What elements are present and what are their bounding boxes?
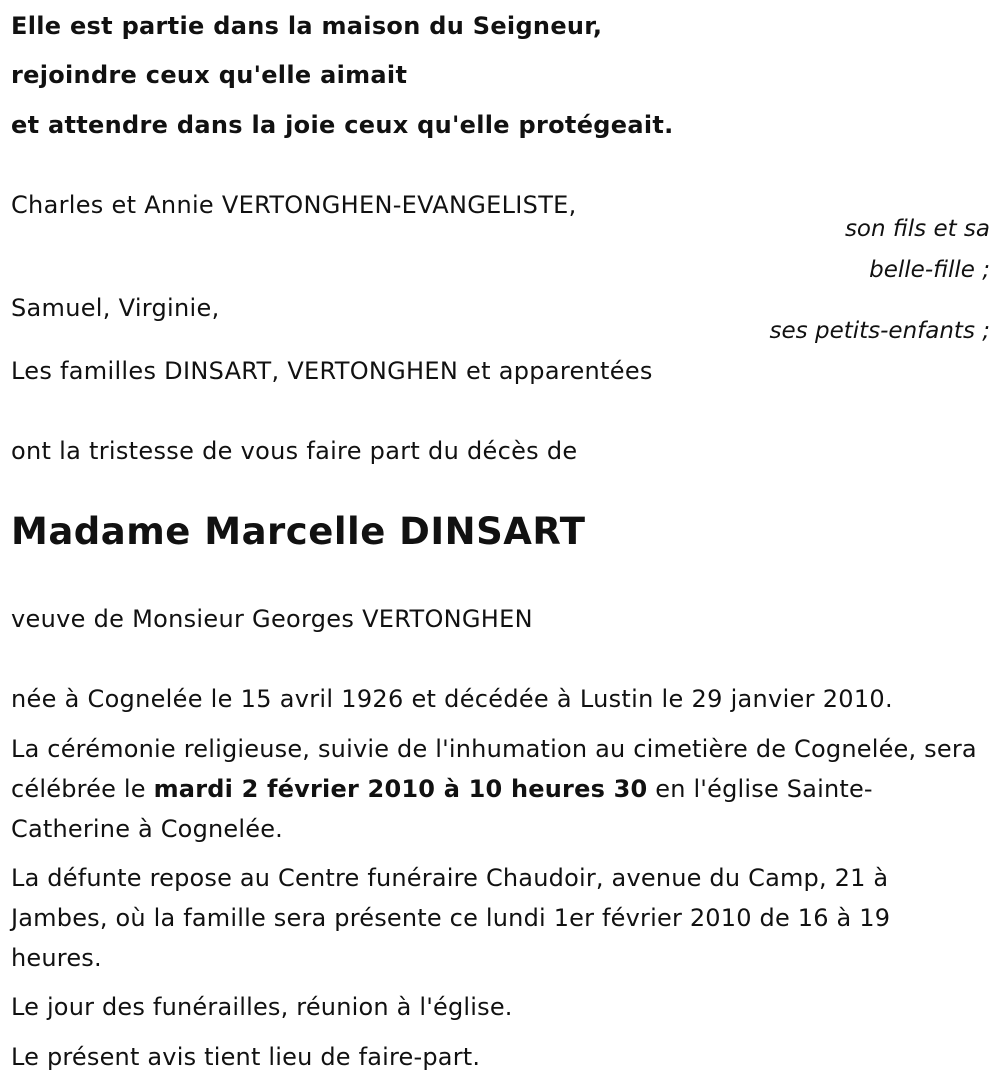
son-relation-line-2: belle-fille ; [869,257,990,283]
ceremony-datetime: mardi 2 février 2010 à 10 heures 30 [153,775,648,803]
ceremony-paragraph [11,729,986,849]
ceremony-text-before: La cérémonie religieuse, suivie de l'inhumation au cimetière de Cognelée, sera célébrée le [11,735,977,803]
widow-of-line: veuve de Monsieur Georges VERTONGHEN [11,605,533,633]
verse-line-3: et attendre dans la joie ceux qu'elle protégeait. [11,111,674,139]
verse-line-1: Elle est partie dans la maison du Seigneur, [11,12,603,40]
notice-line: Le présent avis tient lieu de faire-part. [11,1043,481,1071]
families-line: Les familles DINSART, VERTONGHEN et apparentées [11,357,653,385]
grandchildren-names: Samuel, Virginie, [11,294,220,322]
son-names: Charles et Annie VERTONGHEN-EVANGELISTE, [11,191,577,219]
grandchildren-relation: ses petits-enfants ; [769,318,990,344]
announcement-line: ont la tristesse de vous faire part du décès de [11,437,578,465]
meeting-line: Le jour des funérailles, réunion à l'église. [11,993,513,1021]
verse-line-2: rejoindre ceux qu'elle aimait [11,61,408,89]
deceased-name: Madame Marcelle DINSART [11,510,586,553]
birth-death-line: née à Cognelée le 15 avril 1926 et décédée à Lustin le 29 janvier 2010. [11,685,893,713]
repose-paragraph: La défunte repose au Centre funéraire Chaudoir, avenue du Camp, 21 à Jambes, où la famille sera présente ce lundi 1er février 2010 de 16 à 19 heures. [11,864,891,972]
son-relation-line-1: son fils et sa [844,216,990,242]
ceremony-text-after: en l'église Sainte-Catherine à Cognelée. [11,775,873,843]
